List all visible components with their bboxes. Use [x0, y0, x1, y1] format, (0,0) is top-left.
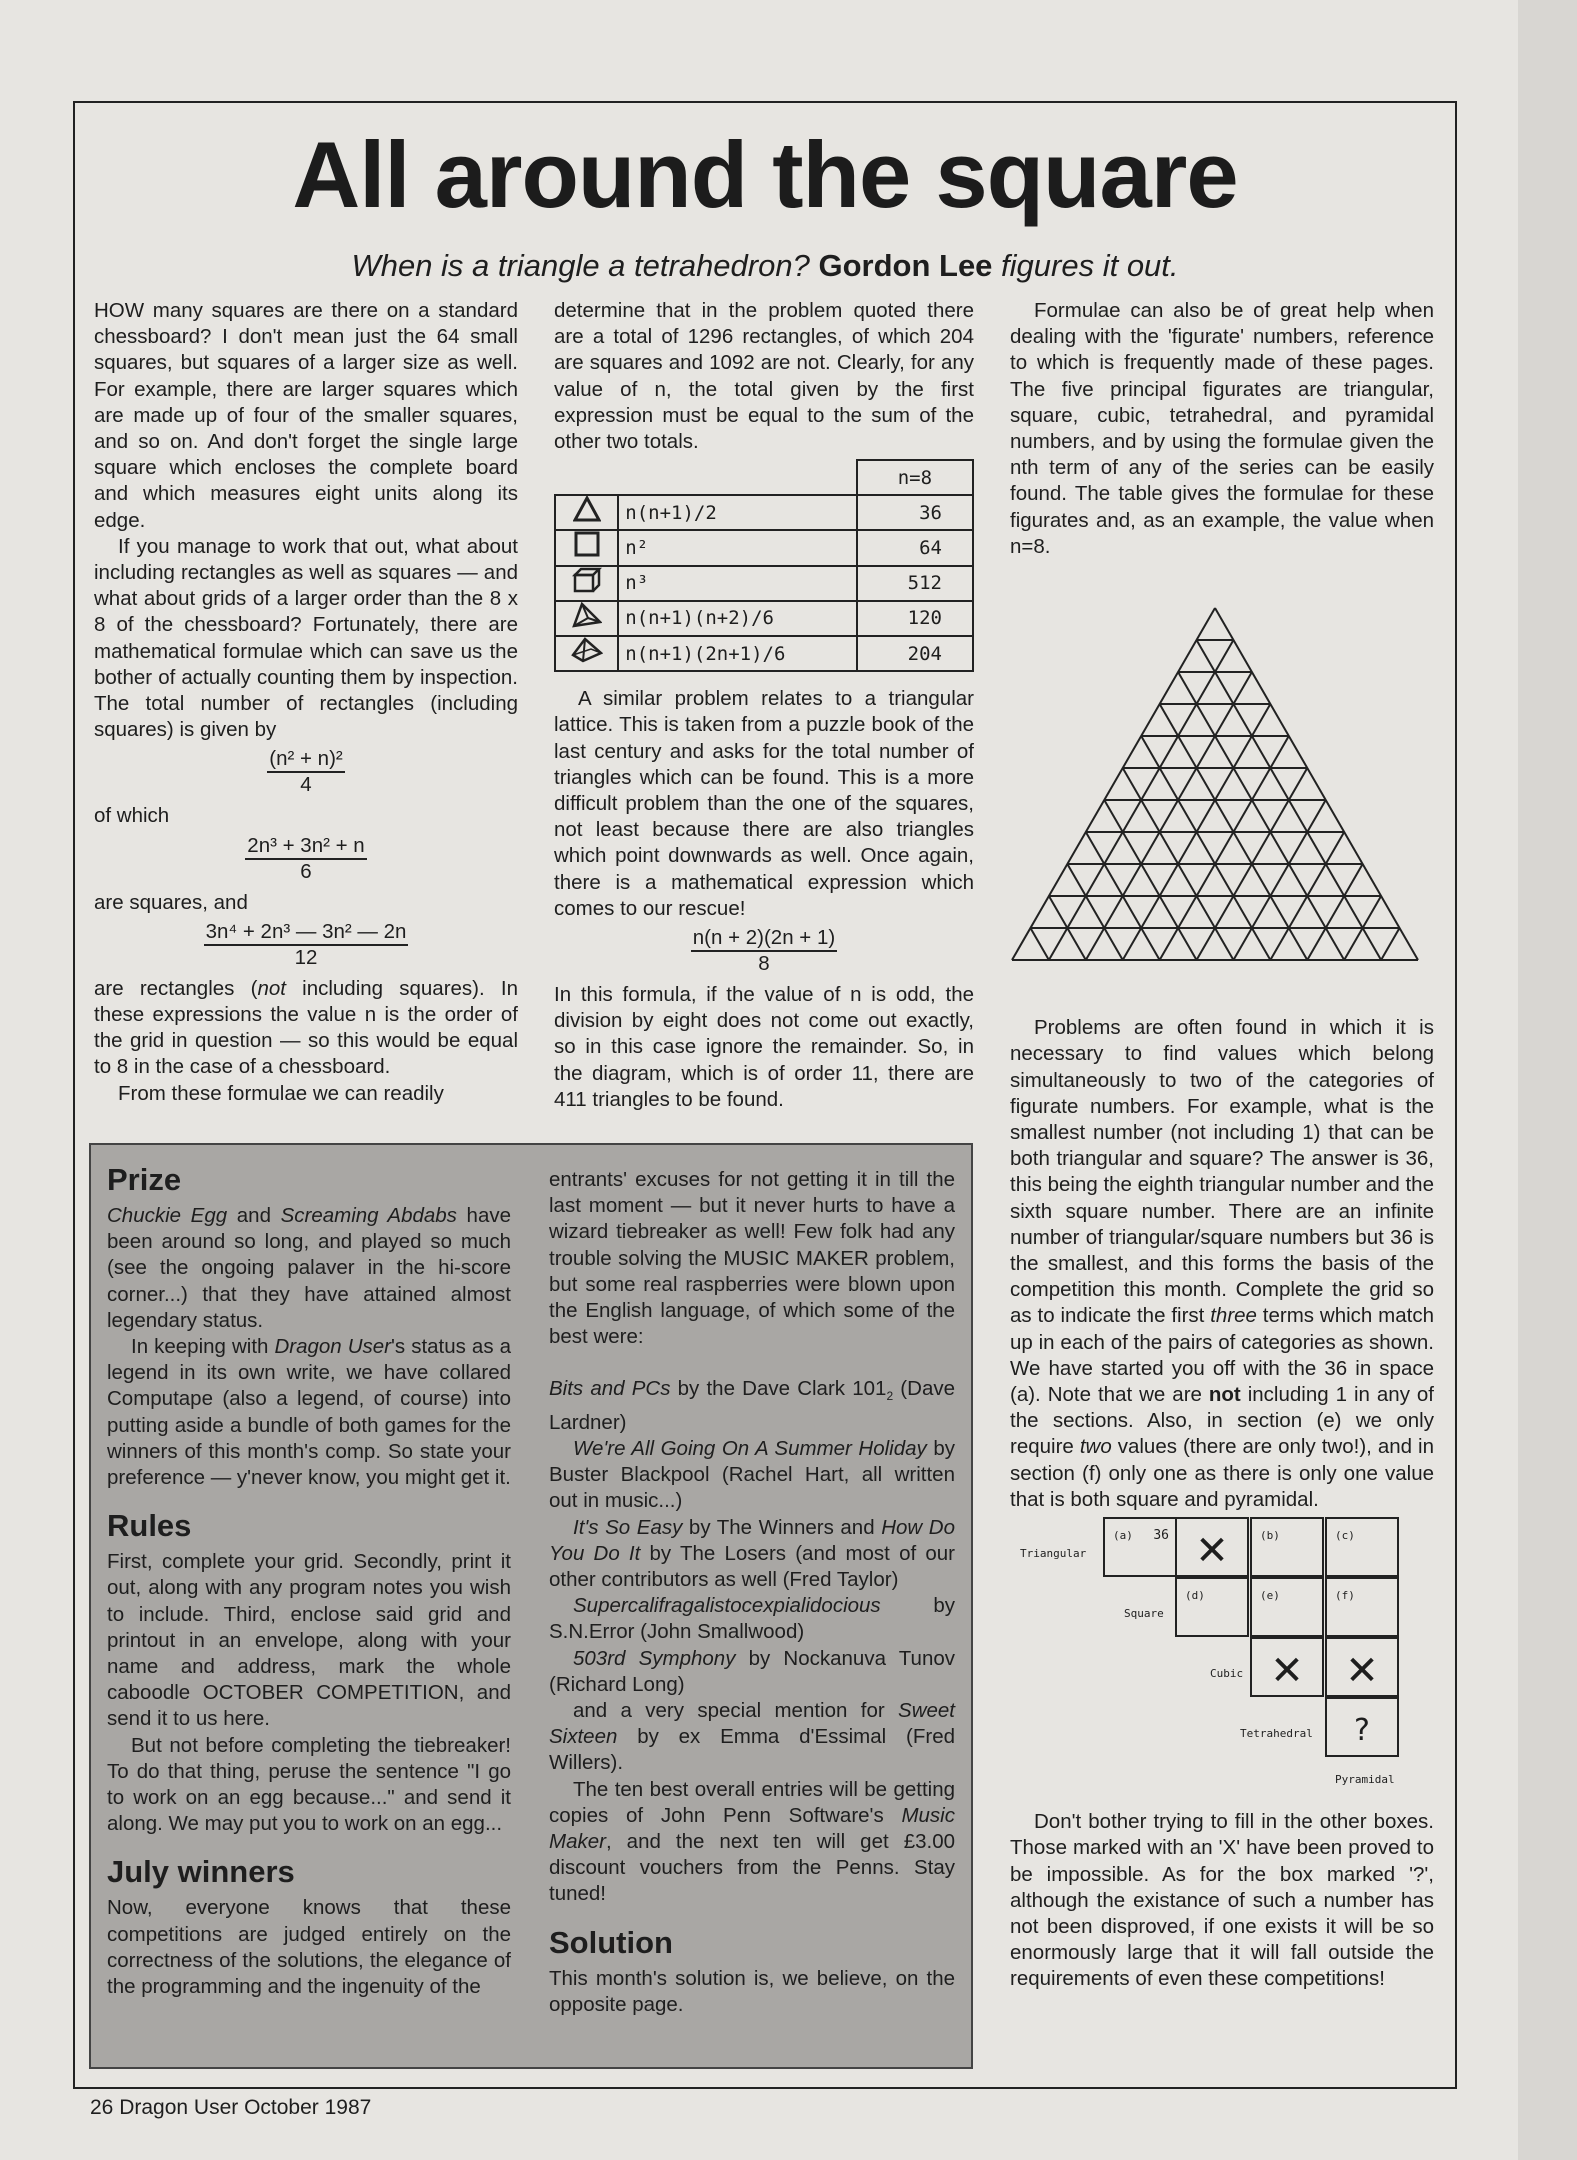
text-run: by The Winners and	[682, 1515, 882, 1539]
formula-rectangles	[94, 747, 518, 797]
col2-para-2: A similar problem relates to a triangular lattice. This is taken from a puzzle book of the last century and asks for the total number of triangles which can be found. This is a more difficult problem than the one of the squares, not least because there are also triangles which point downwards as well. Once again, there is a mathematical expression which comes to our rescue!	[554, 687, 974, 920]
entry-title: We're All Going On A Summer Holiday	[573, 1436, 927, 1460]
col-label-pyramidal: Pyramidal	[1335, 1773, 1395, 1787]
question-mark: ?	[1354, 1713, 1370, 1749]
winners-intro: entrants' excuses for not getting it in till the last moment — but it never hurts to have a wizard tiebreaker as well! Few folk had any trouble solving the MUSIC MAKER problem, but some real raspberries were blown upon the English language, of which some of the best were:	[549, 1168, 955, 1349]
page-footer: 26 Dragon User October 1987	[90, 2096, 372, 2119]
col1-para-1: HOW many squares are there on a standard chessboard? I don't mean just the 64 small squares, but squares of a larger size as well. For example, there are larger squares which are made up of four of the smaller squares, and so on. And don't forget the single large square which encloses the complete board and which measures eight units along its edge.	[94, 299, 518, 532]
july-winners-para: Now, everyone knows that these competitions are judged entirely on the correctness of the solutions, the elegance of the programming and the ingenuity of the	[107, 1896, 511, 1999]
lattice-svg	[1010, 604, 1434, 964]
box-column-1	[107, 1145, 511, 2000]
formula-squares	[94, 834, 518, 884]
formula-numerator: 2n³ + 3n² + n	[245, 834, 366, 860]
text-run: including squares). In these expressions the value n is the order of the grid in question — so this would be equal to 8 in the case of a chessboard.	[94, 976, 518, 1079]
cube-icon	[555, 566, 618, 601]
lattice-line	[1215, 608, 1418, 960]
grid-cell-a[interactable]	[1103, 1517, 1177, 1577]
text-run: (Dave Lardner)	[549, 1377, 955, 1434]
grid-cell-e[interactable]	[1250, 1577, 1324, 1637]
lattice-line	[1160, 736, 1289, 960]
column-1	[94, 298, 518, 1107]
cell-value: 36	[1153, 1528, 1169, 1544]
box-column-2	[549, 1167, 955, 2018]
rules-para-2: But not before completing the tiebreaker! To do that thing, peruse the sentence "I go to work on an egg because..." and send it along. We may put you to work on an egg...	[107, 1733, 511, 1836]
lattice-line	[1086, 672, 1252, 960]
text-run: have been around so long, and played so much (see the ongoing palaver in the hi-score corner...) that they have attained almost legendary status.	[107, 1204, 511, 1332]
square-icon	[555, 530, 618, 565]
grid-cell-x	[1250, 1637, 1324, 1697]
table-corner	[618, 460, 857, 495]
col1-para-4: From these formulae we can readily	[118, 1081, 444, 1105]
formula-denominator: 4	[300, 773, 312, 797]
solution-heading: Solution	[549, 1924, 673, 1960]
formula-denominator: 6	[300, 859, 312, 883]
text-run: by ex Emma d'Essimal (Fred Willers).	[549, 1725, 955, 1775]
rules-para-1: First, complete your grid. Secondly, print it out, along with any program notes you wish to include. Third, enclose said grid and printout in an envelope, along with your name and address, mark the whole caboodle OCTOBER COMPETITION, and send it to us here.	[107, 1550, 511, 1731]
author: Gordon Lee	[818, 248, 993, 283]
row-label-tetrahedral: Tetrahedral	[1240, 1727, 1313, 1741]
text-run: and a very special mention for	[573, 1698, 899, 1722]
grid-cell-x	[1175, 1517, 1249, 1577]
competition-box	[89, 1143, 973, 2069]
solution-para: This month's solution is, we believe, on the opposite page.	[549, 1966, 955, 2016]
winner-3	[549, 1515, 955, 1594]
table-formula: n(n+1)/2	[618, 495, 857, 530]
game-title: Screaming Abdabs	[280, 1204, 457, 1227]
prize-para-2	[107, 1334, 511, 1491]
text-run: and	[227, 1204, 281, 1227]
entry-title: Bits and PCs	[549, 1377, 671, 1401]
winner-6	[549, 1698, 955, 1777]
col2-para-1: determine that in the problem quoted there are a total of 1296 rectangles, of which 204 are squares and 1092 are not. Clearly, for any value of n, the total given by the first expression must be equal to the sum of the other two totals.	[554, 299, 974, 454]
table-row	[555, 495, 973, 530]
formula-numerator: 3n⁴ + 2n³ — 3n² — 2n	[204, 920, 409, 946]
july-winners-heading: July winners	[107, 1854, 295, 1890]
entry-title: How Do You Do It	[549, 1515, 955, 1565]
emphasis: not	[1208, 1383, 1241, 1407]
subtitle	[90, 246, 1440, 286]
grid-cell-f[interactable]	[1325, 1577, 1399, 1637]
col1-para-2: If you manage to work that out, what about including rectangles as well as squares — and what about grids of a larger order than the 8 x 8 of the chessboard? Fortunately, there are mathematical formulae which can save us the bother of actually counting them by inspection. The total number of rectangles (including squares) is given by	[94, 534, 518, 742]
table-value: 64	[857, 530, 973, 565]
triangle-icon	[555, 495, 618, 530]
prize-para-1	[107, 1203, 511, 1334]
text-run: by The Losers (and most of our other contributors as well (Fred Taylor)	[549, 1541, 955, 1591]
winner-4	[549, 1593, 955, 1645]
table-value: 36	[857, 495, 973, 530]
lattice-line	[1030, 928, 1048, 960]
subtitle-question: When is a triangle a tetrahedron?	[351, 248, 810, 283]
entry-title: It's So Easy	[573, 1515, 683, 1539]
winner-5	[549, 1646, 955, 1698]
column-2	[554, 298, 974, 1113]
formula-numerator: n(n + 2)(2n + 1)	[691, 926, 837, 952]
cell-label: (c)	[1335, 1529, 1355, 1543]
text-run: Problems are often found in which it is necessary to find values which belong simultaneously to two of the categories of figurate numbers. For example, what is the smallest number (not including 1) that can be both triangular and square? The answer is 36, this being the eighth triangular number and the sixth square number. There are an infinite number of triangular/square numbers but 36 is the smallest, and this forms the basis of the competition this month. Complete the grid so as to indicate the first	[1010, 1016, 1434, 1328]
formula-triangles	[554, 926, 974, 976]
entry-title: Sweet Sixteen	[549, 1698, 955, 1749]
text-run: including 1 in any of the sections. Also, in section (e) we only require	[1010, 1383, 1434, 1459]
text-run: are rectangles (	[94, 976, 258, 1000]
game-title: Chuckie Egg	[107, 1204, 228, 1227]
col3-para-1: Formulae can also be of great help when dealing with the 'figurate' numbers, reference to which is frequently made of these pages. The five principal figurates are triangular, square, cubic, tetrahedral, and pyramidal numbers, and by using the formulae given the nth term of any of the series can be easily found. The table gives the formulae for these figurates and, as an example, the value when n=8.	[1010, 299, 1434, 558]
magazine-title: Dragon User	[274, 1335, 391, 1359]
prizes-para	[549, 1777, 955, 1908]
winner-1	[549, 1376, 955, 1436]
lattice-line	[1012, 608, 1215, 960]
col2-para-3: In this formula, if the value of n is odd, the division by eight does not come out exactly, so in this case ignore the remainder. So, in the diagram, which is of order 11, there are 411 triangles to be found.	[554, 983, 974, 1111]
formula-denominator: 12	[294, 945, 318, 969]
text-run: 's status as a legend in its own write, we have collared Computape (also a legend, of course) into putting aside a bundle of both games for the winners of this month's comp. So state your preference — y'never know, you might get it.	[107, 1335, 511, 1490]
column-3	[1010, 298, 1434, 1993]
page-title: All around the square	[292, 122, 1238, 227]
lattice-line	[1381, 928, 1399, 960]
table-formula: n³	[618, 566, 857, 601]
x-mark: ✕	[1270, 1648, 1304, 1695]
text-run: terms which match up in each of the pairs of categories as shown. We have started you off with the 36 in space (a). Note that we are	[1010, 1304, 1435, 1407]
entry-title: Supercalifragalistocexpialidocious	[573, 1594, 881, 1618]
entry-title: 503rd Symphony	[573, 1646, 736, 1670]
figurate-table	[554, 459, 974, 672]
table-corner	[555, 460, 618, 495]
x-mark: ✕	[1195, 1528, 1229, 1575]
grid-cell-x	[1325, 1637, 1399, 1697]
row-label-square: Square	[1124, 1607, 1164, 1621]
tetrahedron-icon	[555, 601, 618, 636]
col1-para-3	[94, 976, 518, 1081]
grid-cell-d[interactable]	[1175, 1577, 1249, 1637]
grid-cell-c[interactable]	[1325, 1517, 1399, 1577]
table-row	[555, 636, 973, 671]
table-value: 512	[857, 566, 973, 601]
lattice-line	[1178, 672, 1344, 960]
emphasis: not	[257, 976, 286, 1000]
text-run: The ten best overall entries will be getting copies of John Penn Software's	[549, 1777, 955, 1827]
lattice-line	[1104, 800, 1196, 960]
text-run: by S.N.Error (John Smallwood)	[549, 1594, 955, 1644]
row-label-triangular: Triangular	[1020, 1547, 1087, 1561]
of-which-label: of which	[94, 804, 170, 828]
text-run: by the Dave Clark 101	[670, 1377, 887, 1401]
grid-cell-unknown	[1325, 1697, 1399, 1757]
subscript: 2	[886, 1389, 894, 1404]
competition-grid	[1010, 1517, 1434, 1817]
table-row	[555, 530, 973, 565]
formula-non-squares	[94, 920, 518, 970]
col3-para-3: Don't bother trying to fill in the other boxes. Those marked with an 'X' have been proved to be impossible. As for the box marked '?', although the existance of such a number has not been disproved, if one exists it will be so enormously large that it will fall outside the requirements of even these competitions!	[1010, 1810, 1434, 1991]
subtitle-end: figures it out.	[1001, 248, 1179, 283]
table-formula: n(n+1)(n+2)/6	[618, 601, 857, 636]
table-formula: n(n+1)(2n+1)/6	[618, 636, 857, 671]
table-header-n8: n=8	[857, 460, 973, 495]
cell-label: (a)	[1113, 1529, 1133, 1543]
cell-label: (e)	[1260, 1589, 1280, 1603]
grid-cell-b[interactable]	[1250, 1517, 1324, 1577]
are-squares-label: are squares, and	[94, 890, 248, 914]
table-value: 120	[857, 601, 973, 636]
text-run: values (there are only two!), and in section (f) only one as there is only one value that is both square and pyramidal.	[1010, 1435, 1434, 1511]
triangular-lattice-diagram	[1010, 604, 1434, 971]
page-edge	[1518, 0, 1577, 2160]
lattice-line	[1141, 736, 1270, 960]
text-run: by Nockanuva Tunov (Richard Long)	[549, 1646, 955, 1696]
rules-heading: Rules	[107, 1508, 192, 1544]
winner-2	[549, 1436, 955, 1515]
emphasis: three	[1210, 1304, 1257, 1328]
table-row	[555, 566, 973, 601]
formula-denominator: 8	[758, 952, 770, 976]
text-run: In keeping with	[131, 1335, 275, 1359]
pyramid-icon	[555, 636, 618, 671]
x-mark: ✕	[1345, 1648, 1379, 1695]
software-title: Music Maker	[549, 1803, 955, 1853]
text-run: by Buster Blackpool (Rachel Hart, all written out in music...)	[549, 1436, 955, 1513]
table-formula: n²	[618, 530, 857, 565]
prize-heading: Prize	[107, 1162, 182, 1197]
table-value: 204	[857, 636, 973, 671]
formula-numerator: (n² + n)²	[267, 747, 344, 773]
col3-para-2	[1010, 1015, 1434, 1513]
cell-label: (d)	[1185, 1589, 1205, 1603]
cell-label: (f)	[1335, 1589, 1355, 1603]
row-label-cubic: Cubic	[1210, 1667, 1244, 1681]
text-run: , and the next ten will get £3.00 discount vouchers from the Penns. Stay tuned!	[549, 1829, 955, 1906]
emphasis: two	[1079, 1435, 1112, 1459]
table-row	[555, 601, 973, 636]
cell-label: (b)	[1260, 1529, 1280, 1543]
lattice-line	[1233, 800, 1325, 960]
